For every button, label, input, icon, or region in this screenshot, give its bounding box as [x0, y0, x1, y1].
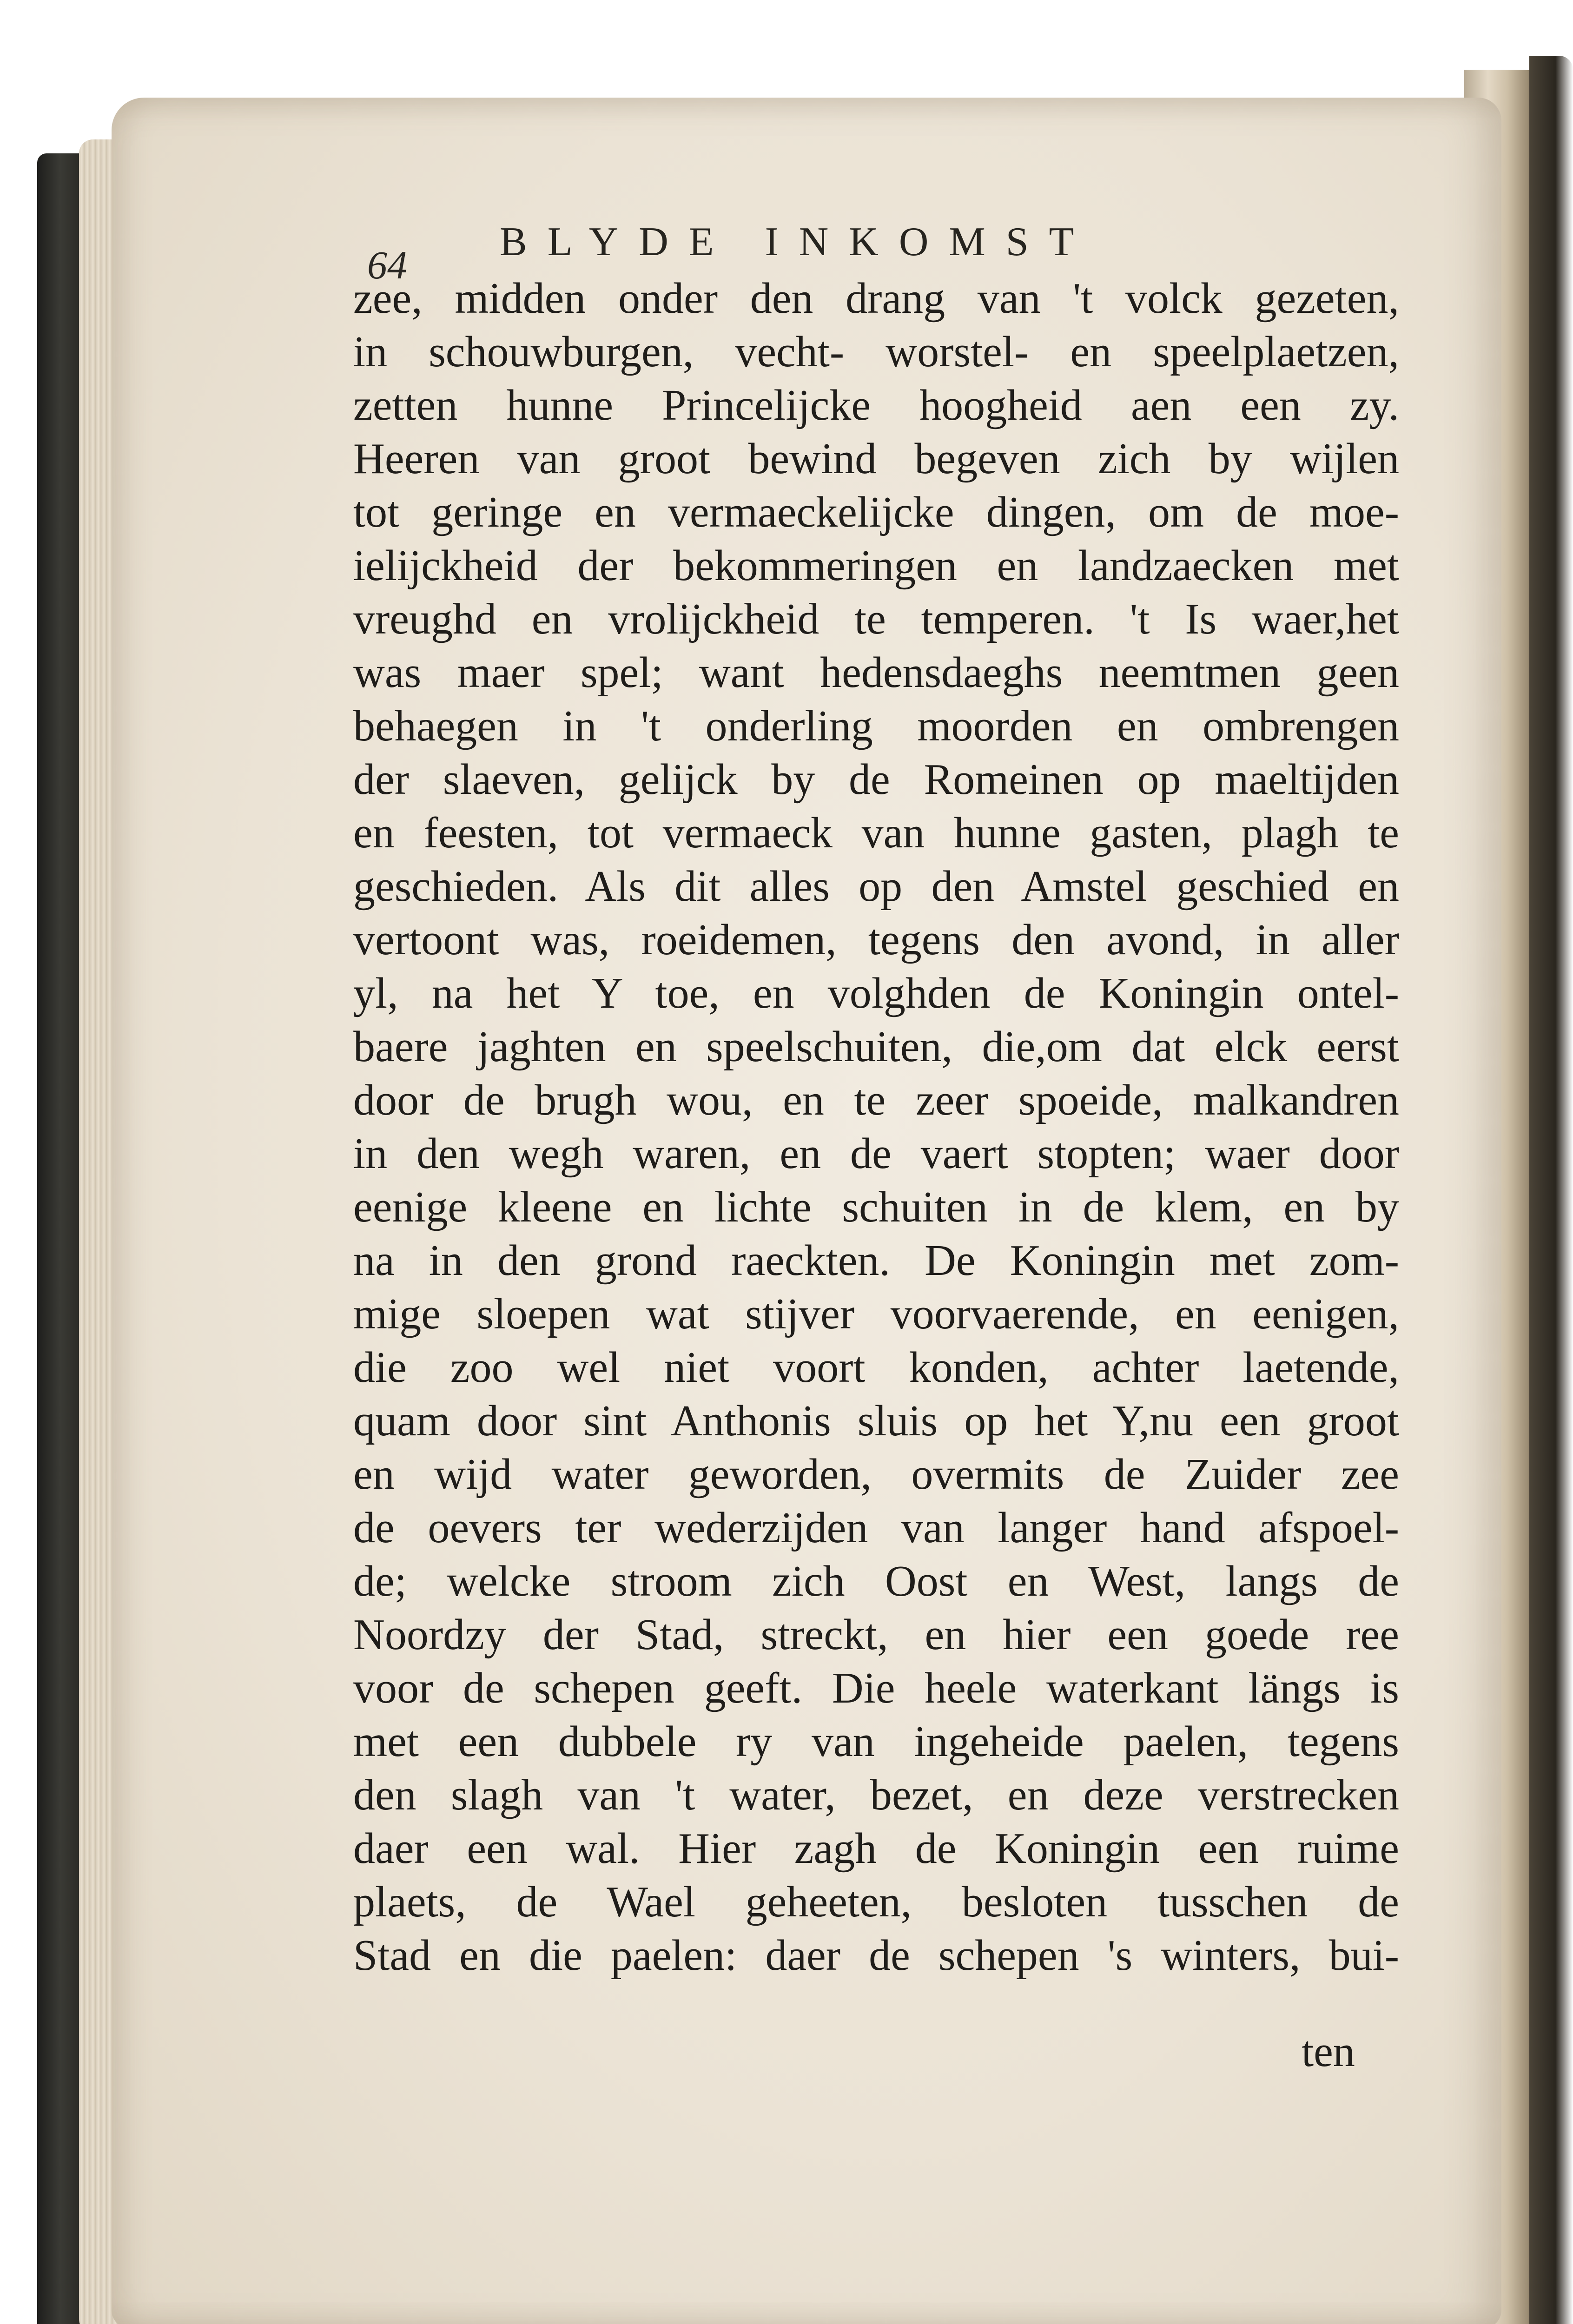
text-line: die zoo wel niet voort konden, achter laetende, [353, 1343, 1399, 1392]
text-line: vreughd en vrolijckheid te temperen. 't Is waer,het [353, 595, 1399, 643]
text-line: tot geringe en vermaeckelijcke dingen, om de moe- [353, 488, 1399, 536]
text-line: de; welcke stroom zich Oost en West, langs de [353, 1557, 1399, 1605]
catchword: ten [1302, 2027, 1355, 2076]
text-line: yl, na het Y toe, en volghden de Koningin ontel- [353, 969, 1399, 1017]
text-line: mige sloepen wat stijver voorvaerende, en eenigen, [353, 1290, 1399, 1338]
text-line: der slaeven, gelijck by de Romeinen op maeltijden [353, 755, 1399, 804]
text-line: quam door sint Anthonis sluis op het Y,nu een groot [353, 1397, 1399, 1445]
page-number: 64 [367, 243, 407, 287]
text-line: den slagh van 't water, bezet, en deze verstrecken [353, 1771, 1399, 1819]
text-line: voor de schepen geeft. Die heele waterkant längs is [353, 1664, 1399, 1712]
text-line: Stad en die paelen: daer de schepen 's winters, bui- [353, 1931, 1399, 1980]
text-line: en feesten, tot vermaeck van hunne gasten, plagh te [353, 809, 1399, 857]
text-line: de oevers ter wederzijden van langer hand afspoel- [353, 1504, 1399, 1552]
text-line: na in den grond raeckten. De Koningin met zom- [353, 1236, 1399, 1285]
text-line: was maer spel; want hedensdaeghs neemtmen geen [353, 648, 1399, 697]
body-text [353, 272, 1399, 1982]
text-line: plaets, de Wael geheeten, besloten tusschen de [353, 1878, 1399, 1926]
text-line: ielijckheid der bekommeringen en landzaecken met [353, 541, 1399, 590]
text-line: daer een wal. Hier zagh de Koningin een ruime [353, 1824, 1399, 1873]
text-line: behaegen in 't onderling moorden en ombrengen [353, 702, 1399, 750]
text-line: zee, midden onder den drang van 't volck gezeten, [353, 274, 1399, 323]
text-line: geschieden. Als dit alles op den Amstel geschied en [353, 862, 1399, 911]
text-line: baere jaghten en speelschuiten, die,om dat elck eerst [353, 1023, 1399, 1071]
text-line: Heeren van groot bewind begeven zich by wijlen [353, 435, 1399, 483]
text-line: met een dubbele ry van ingeheide paelen, tegens [353, 1717, 1399, 1766]
book-cover-edge [1529, 56, 1573, 2324]
text-line: en wijd water geworden, overmits de Zuider zee [353, 1450, 1399, 1499]
text-line: in den wegh waren, en de vaert stopten; waer door [353, 1129, 1399, 1178]
text-line: Noordzy der Stad, streckt, en hier een goede ree [353, 1611, 1399, 1659]
text-line: zetten hunne Princelijcke hoogheid aen een zy. [353, 381, 1399, 429]
text-line: vertoont was, roeidemen, tegens den avond, in aller [353, 916, 1399, 964]
text-line: door de brugh wou, en te zeer spoeide, malkandren [353, 1076, 1399, 1124]
text-line: eenige kleene en lichte schuiten in de klem, en by [353, 1183, 1399, 1231]
running-head: BLYDE INKOMST [500, 219, 1095, 264]
text-line: in schouwburgen, vecht- worstel- en speelplaetzen, [353, 328, 1399, 376]
